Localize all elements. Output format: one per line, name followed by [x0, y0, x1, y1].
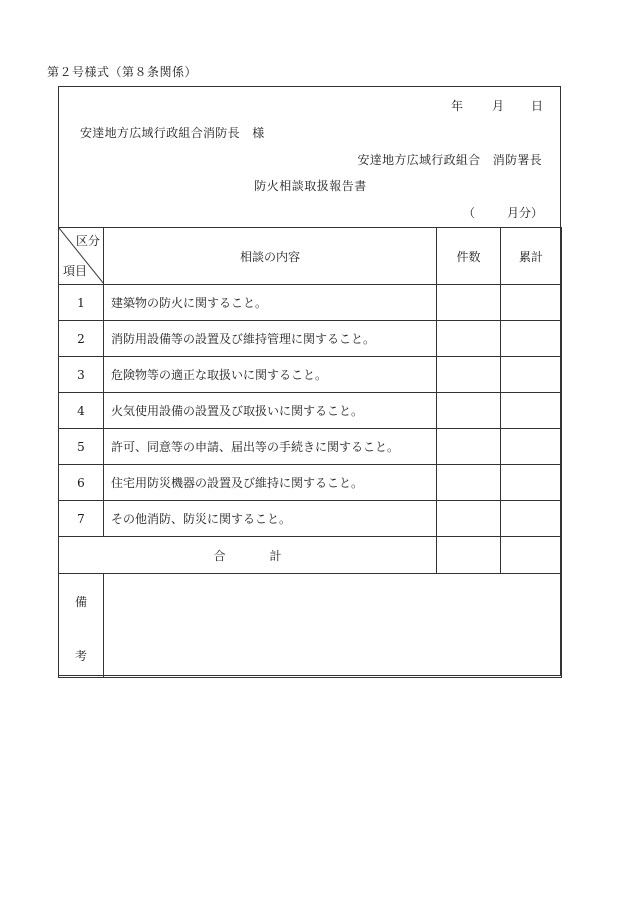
- sum-label: [59, 537, 437, 574]
- row-count-cell[interactable]: [437, 429, 501, 465]
- date-day: 日: [531, 99, 544, 113]
- row-content: 建築物の防火に関すること。: [104, 285, 437, 321]
- table-row: [59, 285, 562, 321]
- row-count-cell[interactable]: [437, 393, 501, 429]
- row-number: 3: [59, 357, 104, 393]
- row-content: その他消防、防災に関すること。: [104, 501, 437, 537]
- row-count-cell[interactable]: [437, 321, 501, 357]
- row-count-cell[interactable]: [437, 285, 501, 321]
- header-count: 件数: [437, 228, 501, 285]
- header-item: 項目: [63, 264, 88, 278]
- row-number: 2: [59, 321, 104, 357]
- table-row: [59, 393, 562, 429]
- header-cumulative: 累計: [501, 228, 562, 285]
- row-cumulative-cell[interactable]: [501, 429, 562, 465]
- sum-label-left: 合: [213, 548, 226, 563]
- row-content: 危険物等の適正な取扱いに関すること。: [104, 357, 437, 393]
- sender: 安達地方広域行政組合 消防署長: [357, 153, 542, 167]
- header-content: 相談の内容: [104, 228, 437, 285]
- row-cumulative-cell[interactable]: [501, 357, 562, 393]
- date-line: [451, 97, 543, 113]
- row-cumulative-cell[interactable]: [501, 465, 562, 501]
- row-number: 7: [59, 501, 104, 537]
- row-number: 6: [59, 465, 104, 501]
- date-month: 月: [492, 99, 505, 113]
- row-cumulative-cell[interactable]: [501, 501, 562, 537]
- table-header-row: [59, 228, 562, 285]
- row-number: 5: [59, 429, 104, 465]
- row-count-cell[interactable]: [437, 501, 501, 537]
- row-number: 1: [59, 285, 104, 321]
- row-content: 火気使用設備の設置及び取扱いに関すること。: [104, 393, 437, 429]
- consultation-table: [58, 227, 562, 678]
- remarks-row: [59, 574, 562, 678]
- date-year: 年: [451, 99, 464, 113]
- table-row: [59, 501, 562, 537]
- period-open: （: [463, 206, 476, 220]
- table-row: [59, 321, 562, 357]
- sum-cumulative-cell[interactable]: [501, 537, 562, 574]
- report-form: [58, 86, 561, 676]
- header-category: 区分: [75, 234, 100, 248]
- remarks-label: [59, 574, 104, 678]
- row-cumulative-cell[interactable]: [501, 393, 562, 429]
- sum-count-cell[interactable]: [437, 537, 501, 574]
- row-cumulative-cell[interactable]: [501, 321, 562, 357]
- row-content: 住宅用防災機器の設置及び維持に関すること。: [104, 465, 437, 501]
- table-row: [59, 465, 562, 501]
- row-cumulative-cell[interactable]: [501, 285, 562, 321]
- row-count-cell[interactable]: [437, 465, 501, 501]
- remarks-field[interactable]: [104, 574, 562, 678]
- row-count-cell[interactable]: [437, 357, 501, 393]
- sum-label-right: 計: [269, 548, 282, 563]
- form-number-label: 第２号様式（第８条関係）: [47, 65, 198, 79]
- sum-row: [59, 537, 562, 574]
- row-content: 許可、同意等の申請、届出等の手続きに関すること。: [104, 429, 437, 465]
- period-unit: 月分）: [506, 206, 543, 220]
- remarks-label-top: 備: [74, 595, 87, 609]
- table-row: [59, 429, 562, 465]
- row-content: 消防用設備等の設置及び維持管理に関すること。: [104, 321, 437, 357]
- document-title: 防火相談取扱報告書: [254, 179, 367, 193]
- table-row: [59, 357, 562, 393]
- row-number: 4: [59, 393, 104, 429]
- addressee: 安達地方広域行政組合消防長 様: [80, 126, 265, 140]
- remarks-label-bottom: 考: [74, 649, 87, 663]
- diagonal-header-cell: [59, 228, 104, 285]
- form-header: [59, 87, 562, 228]
